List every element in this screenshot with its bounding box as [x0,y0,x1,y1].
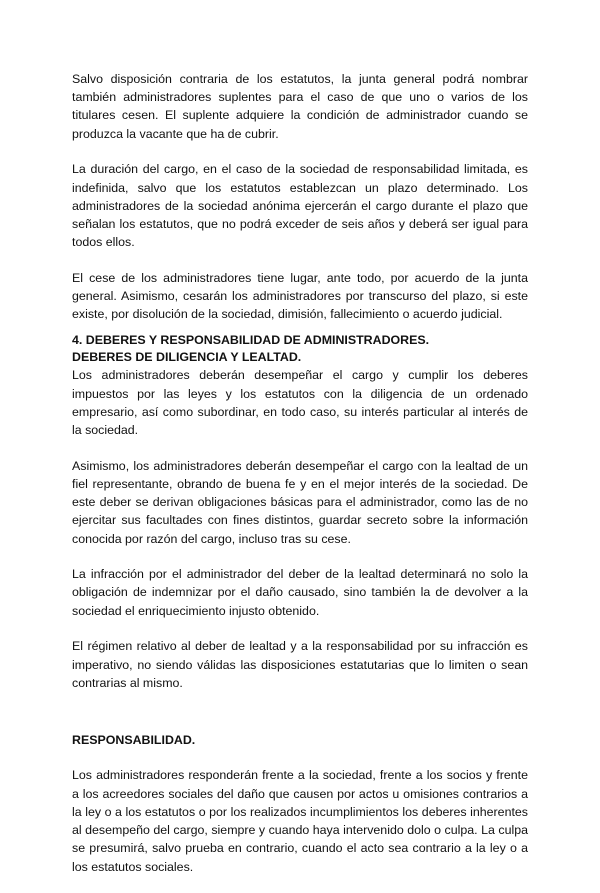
paragraph-suplentes: Salvo disposición contraria de los estatutos, la junta general podrá nombrar también administradores suplentes para el caso de que uno o varios de los titulares cesen. El suplente adquiere la condición de administrador cuando se produzca la vacante que ha de cubrir. [72,72,528,141]
paragraph-duracion-cargo: La duración del cargo, en el caso de la sociedad de responsabilidad limitada, es indefinida, salvo que los estatutos establezcan un plazo determinado. Los administradores de la sociedad anónima ejercerán el cargo durante el plazo que señalan los estatutos, que no podrá exceder de seis años y deberá ser igual para todos ellos. [72,162,528,250]
spacer [72,709,528,731]
section-4-heading [72,332,528,366]
paragraph-diligencia: Los administradores deberán desempeñar el cargo y cumplir los deberes impuestos por las leyes y los estatutos con la diligencia de un ordenado empresario, así como subordinar, en todo caso, su interés particular al interés de la sociedad. [72,368,528,438]
paragraph-responsabilidad: Los administradores responderán frente a la sociedad, frente a los socios y frente a los acreedores sociales del daño que causen por actos u omisiones contrarios a la ley o a los estatutos o por los realizados incumplimientos los deberes inherentes al desempeño del cargo, siempre y cuando haya intervenido dolo o culpa. La culpa se presumirá, salvo prueba en contrario, cuando el acto sea contrario a la ley o a los estatutos sociales. [72,768,528,874]
paragraph-regimen: El régimen relativo al deber de lealtad y a la responsabilidad por su infracción es imperativo, no siendo válidas las disposiciones estatutarias que lo limiten o sean contrarias al mismo. [72,639,528,690]
document-body [72,70,528,893]
section-4-heading-line2: DEBERES DE DILIGENCIA Y LEALTAD. [72,350,302,365]
paragraph-infraccion: La infracción por el administrador del deber de la lealtad determinará no solo la obligación de indemnizar por el daño causado, sino también la de devolver a la sociedad el enriquecimiento injusto obtenido. [72,567,528,618]
responsabilidad-heading: RESPONSABILIDAD. [72,733,196,748]
paragraph-cese: El cese de los administradores tiene lugar, ante todo, por acuerdo de la junta general. Asimismo, cesarán los administradores por transcurso del plazo, si este existe, por disolución de la sociedad, dimisión, fallecimiento o acuerdo judicial. [72,270,528,322]
section-4-heading-line1: 4. DEBERES Y RESPONSABILIDAD DE ADMINISTRADORES. [72,333,430,348]
paragraph-lealtad: Asimismo, los administradores deberán desempeñar el cargo con la lealtad de un fiel representante, obrando de buena fe y en el mejor interés de la sociedad. De este deber se derivan obligaciones básicas para el administrador, como las de no ejercitar sus facultades con fines distintos, guardar secreto sobre la información conocida por razón del cargo, incluso tras su cese. [72,458,528,546]
